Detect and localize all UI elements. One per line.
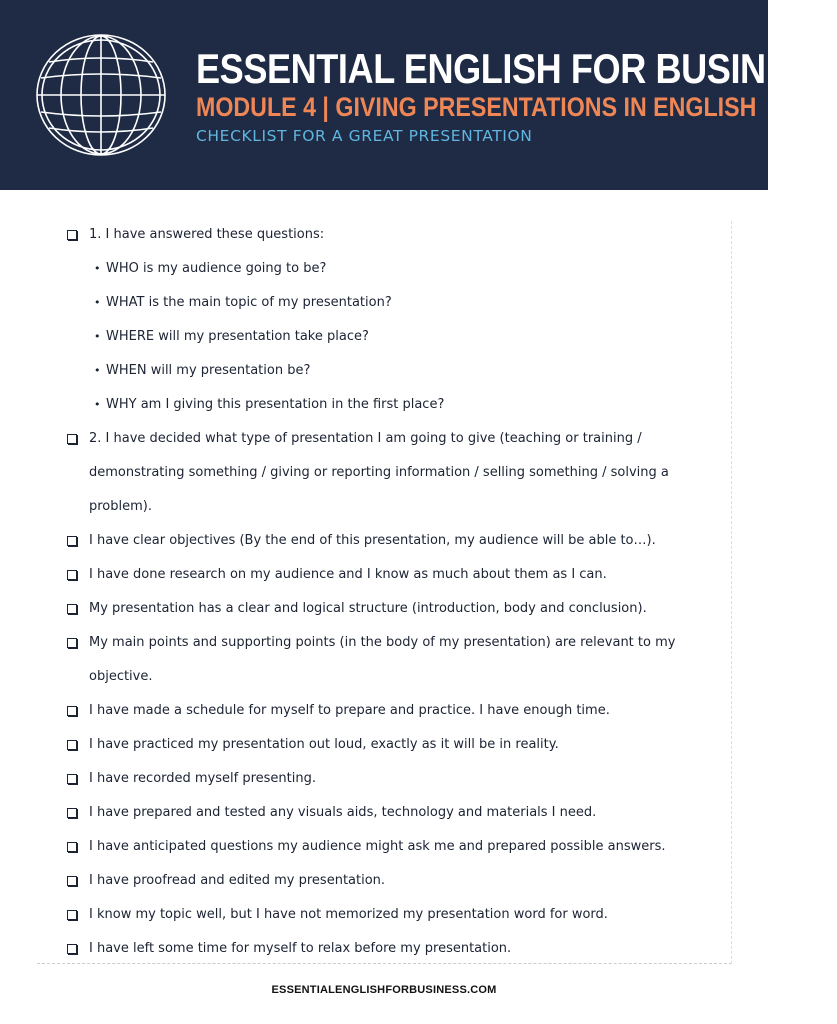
checklist-item: [89, 626, 693, 694]
question-text: WHEN will my presentation be?: [106, 363, 311, 378]
checklist-item-text: I know my topic well, but I have not memorized my presentation word for word.: [89, 907, 608, 922]
bullet-icon: •: [94, 296, 101, 309]
page-title: ESSENTIAL ENGLISH FOR BUSINESS: [196, 45, 837, 92]
checklist-item: [89, 558, 693, 592]
checkbox-icon[interactable]: [67, 570, 77, 580]
checkbox-icon[interactable]: [67, 910, 77, 920]
checkbox-icon[interactable]: [67, 808, 77, 818]
checklist-item-text: 2. I have decided what type of presentation I am going to give (teaching or training / demonstrating something / giving or reporting information / selling something / solving a problem).: [89, 431, 669, 514]
module-title: MODULE 4 | GIVING PRESENTATIONS IN ENGLISH: [196, 92, 757, 122]
checklist-item: [89, 728, 693, 762]
page-subtitle: CHECKLIST FOR A GREAT PRESENTATION: [196, 127, 533, 145]
checklist-item: [89, 592, 693, 626]
checklist-item-text: I have left some time for myself to relax before my presentation.: [89, 941, 512, 956]
checklist-item: [89, 898, 693, 932]
question-text: WHO is my audience going to be?: [106, 261, 327, 276]
question-text: WHERE will my presentation take place?: [106, 329, 369, 344]
checkbox-icon[interactable]: [67, 740, 77, 750]
checklist-item-text: I have proofread and edited my presentation.: [89, 873, 386, 888]
checkbox-icon[interactable]: [67, 230, 77, 240]
checkbox-icon[interactable]: [67, 706, 77, 716]
checklist-item: [89, 830, 693, 864]
bullet-icon: •: [94, 330, 101, 343]
checklist-item-text: I have recorded myself presenting.: [89, 771, 317, 786]
checklist-item-text: My presentation has a clear and logical structure (introduction, body and conclusion).: [89, 601, 647, 616]
checklist-item-text: My main points and supporting points (in the body of my presentation) are relevant to my objective.: [89, 635, 676, 684]
checklist-item-text: I have clear objectives (By the end of this presentation, my audience will be able to…).: [89, 533, 656, 548]
checklist-item-text: I have done research on my audience and I know as much about them as I can.: [89, 567, 607, 582]
globe-icon: [35, 32, 167, 158]
checklist-item: [89, 524, 693, 558]
checkbox-icon[interactable]: [67, 536, 77, 546]
checkbox-icon[interactable]: [67, 842, 77, 852]
checkbox-icon[interactable]: [67, 434, 77, 444]
question-text: WHAT is the main topic of my presentation?: [106, 295, 392, 310]
bullet-icon: •: [94, 364, 101, 377]
checklist-item: [89, 422, 693, 524]
checkbox-icon[interactable]: [67, 638, 77, 648]
checklist-item: [89, 932, 693, 966]
question-text: WHY am I giving this presentation in the first place?: [106, 397, 445, 412]
bullet-icon: •: [94, 398, 101, 411]
checkbox-icon[interactable]: [67, 876, 77, 886]
checklist-item: [89, 694, 693, 728]
bullet-icon: •: [94, 262, 101, 275]
checklist-item: [89, 796, 693, 830]
page-header: [0, 0, 837, 190]
checkbox-icon[interactable]: [67, 944, 77, 954]
checklist-item: [89, 762, 693, 796]
checklist-item: [89, 864, 693, 898]
checklist-item-text: I have anticipated questions my audience might ask me and prepared possible answers.: [89, 839, 666, 854]
checklist-item-text: I have practiced my presentation out loud, exactly as it will be in reality.: [89, 737, 559, 752]
checklist-item-text: 1. I have answered these questions:: [89, 227, 325, 242]
checklist-item-text: I have prepared and tested any visuals aids, technology and materials I need.: [89, 805, 597, 820]
checkbox-icon[interactable]: [67, 774, 77, 784]
checklist-item-text: I have made a schedule for myself to prepare and practice. I have enough time.: [89, 703, 610, 718]
checklist-item: [89, 218, 693, 252]
footer-website: ESSENTIALENGLISHFORBUSINESS.COM: [271, 984, 497, 996]
checkbox-icon[interactable]: [67, 604, 77, 614]
